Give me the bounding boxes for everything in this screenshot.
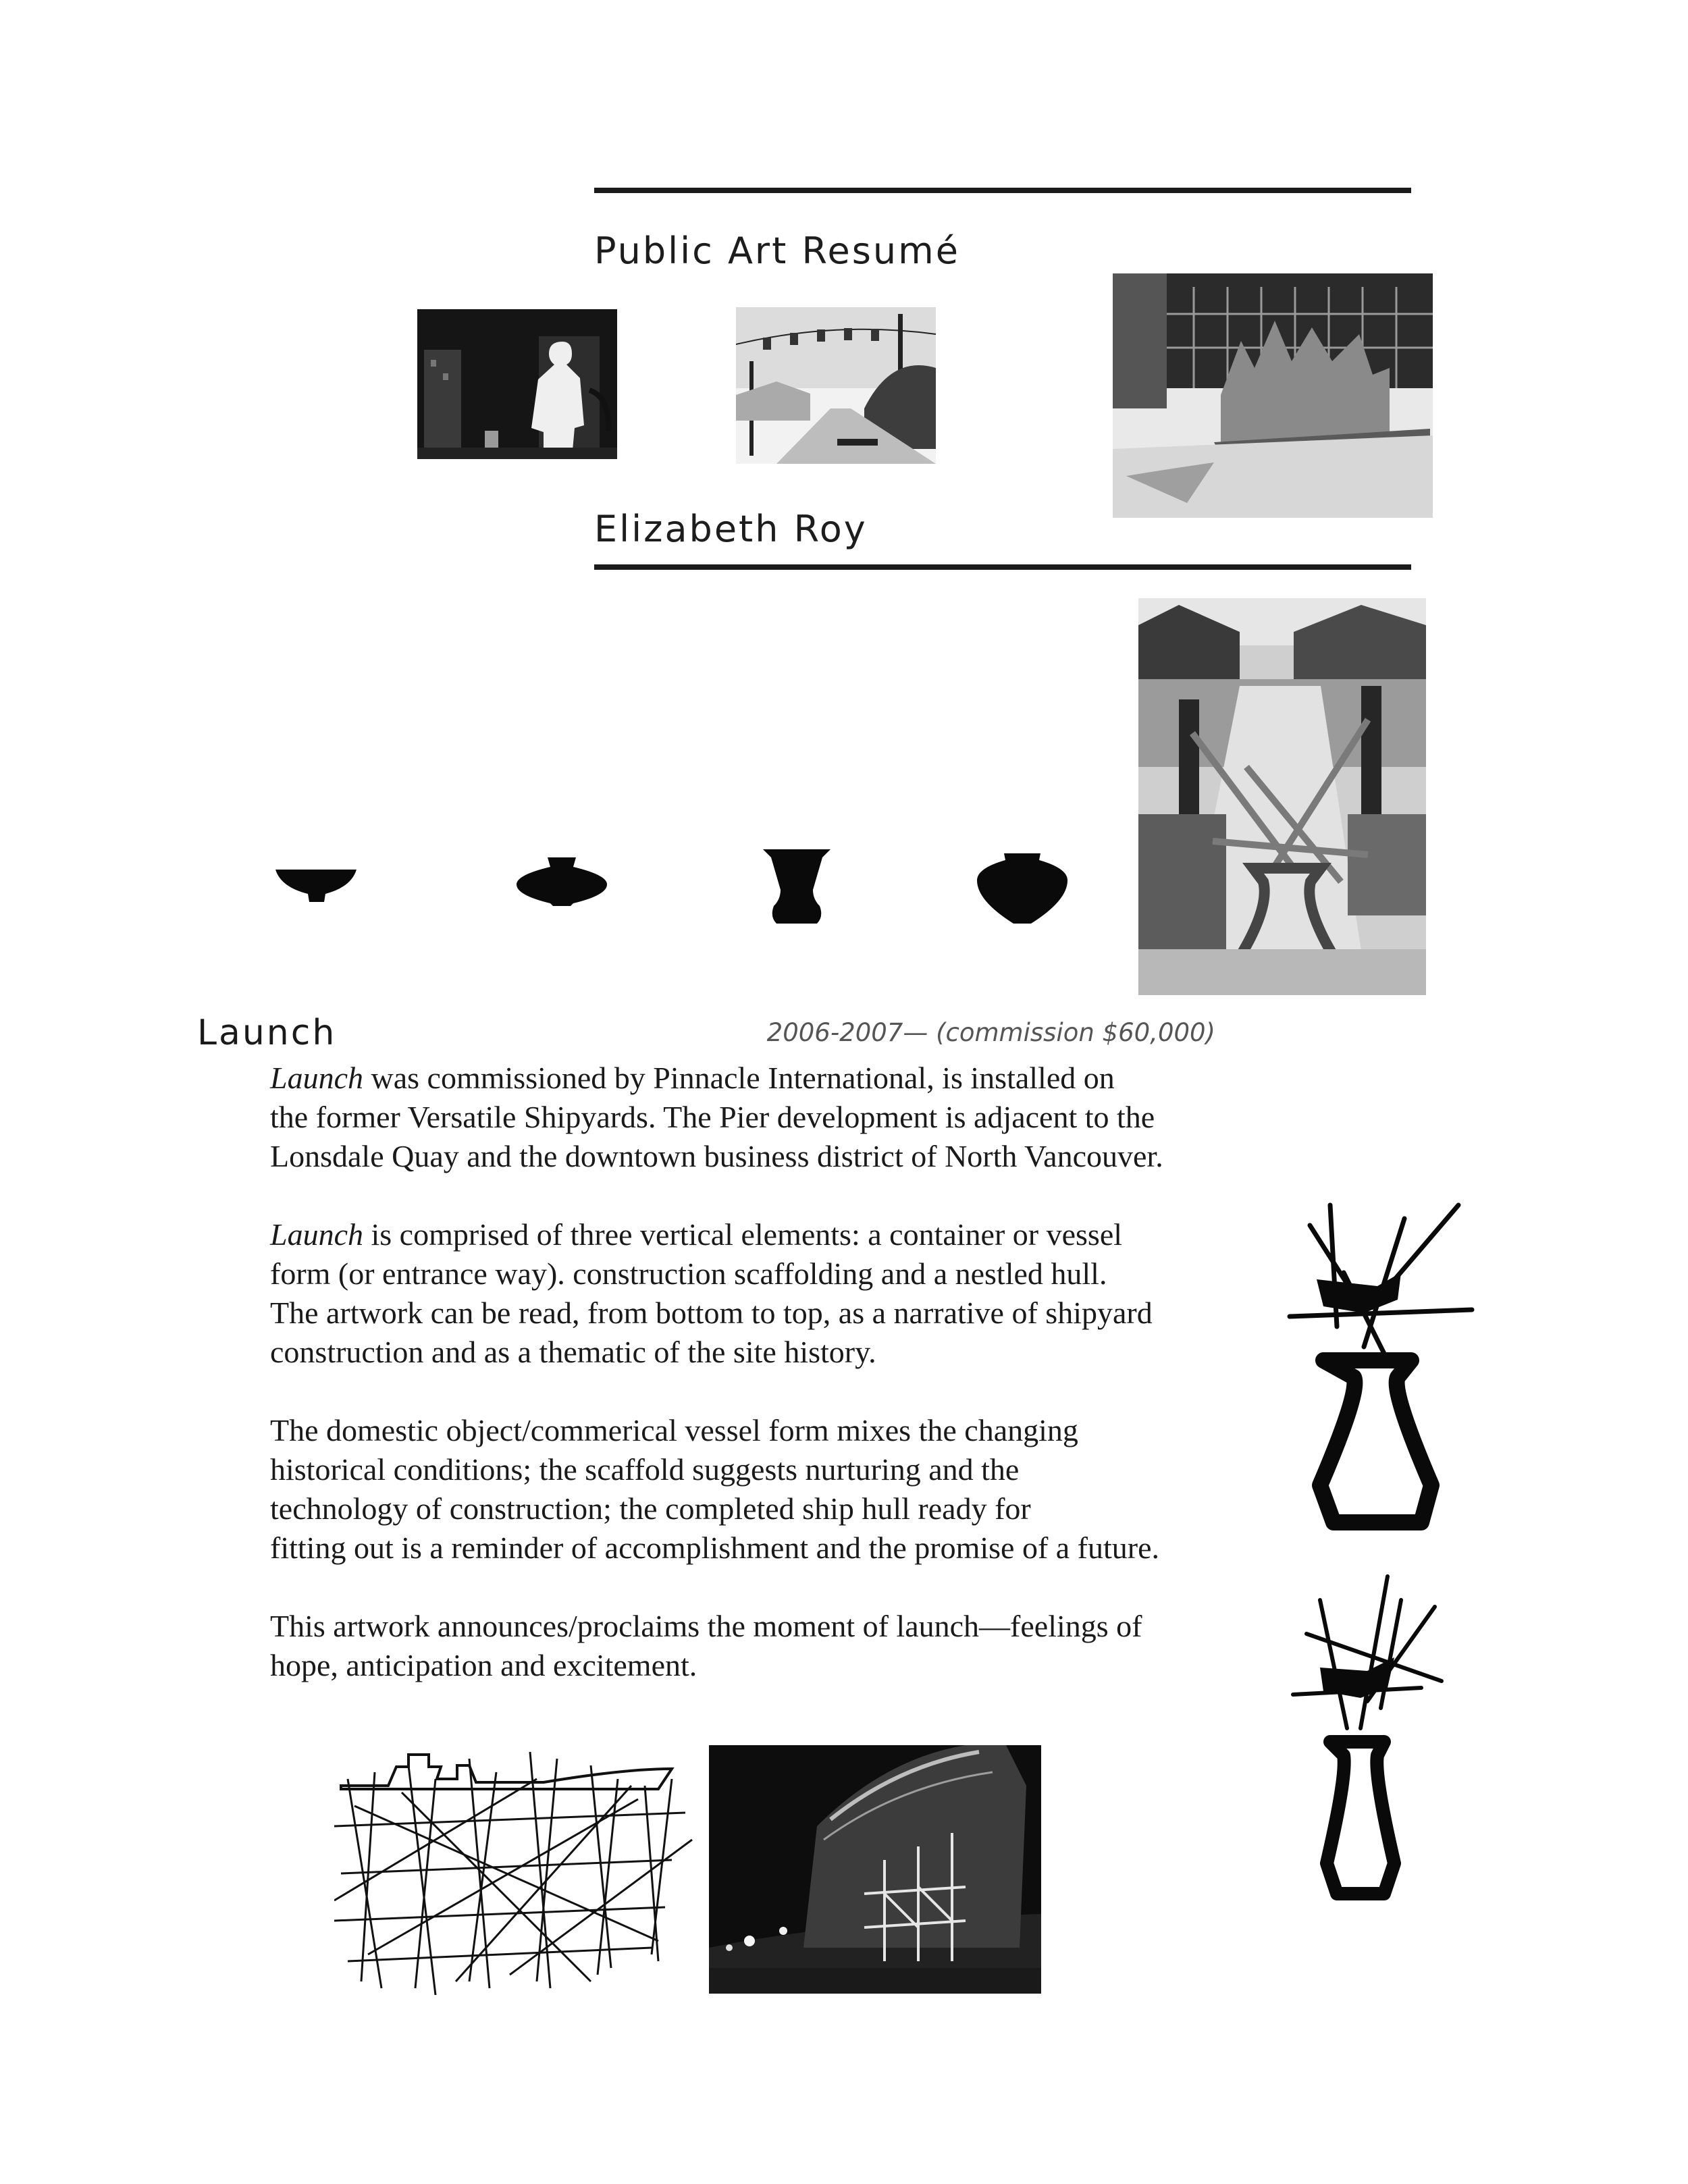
plaza-sculpture-photo <box>1113 273 1433 518</box>
launch-model-silhouette-small <box>1286 1573 1462 1917</box>
project-dates: 2006-2007— (commission $60,000) <box>766 1018 1215 1047</box>
launch-model-silhouette-large <box>1283 1198 1485 1549</box>
paragraph-4-text: This artwork announces/proclaims the moment of launch—feelings of hope, anticipation and excitement. <box>270 1609 1142 1682</box>
paragraph-2-lead: Launch <box>270 1217 363 1252</box>
round-vessel-icon <box>977 853 1067 924</box>
night-figure-sculpture-photo <box>417 309 617 459</box>
paragraph-3 <box>270 1411 1283 1568</box>
paragraph-4 <box>270 1607 1283 1685</box>
ship-construction-night-photo <box>709 1745 1041 1994</box>
bowl-vessel-icon <box>275 867 357 905</box>
paragraph-2 <box>270 1215 1283 1372</box>
project-description <box>270 1059 1283 1724</box>
paragraph-3-text: The domestic object/commerical vessel form mixes the changing historical conditions; the scaffold suggests nurturing and the technology of construction; the completed ship hull ready for fitting out is a reminder of accomplishment and the promise of a future. <box>270 1413 1160 1565</box>
paragraph-2-text: is comprised of three vertical elements: a container or vessel form (or entrance way). construction scaffolding and a nestled hull. The artwork can be read, from bottom to top, as a narrative of shipyard construction and as a thematic of the site history. <box>270 1217 1153 1369</box>
page-title: Public Art Resumé <box>594 230 960 272</box>
street-banners-photo <box>736 307 936 464</box>
paragraph-1-text: was commissioned by Pinnacle International, is installed on the former Versatile Shipyards. The Pier development is adjacent to the Lonsdale Quay and the downtown business district of North Vancouver. <box>270 1061 1163 1173</box>
squat-vessel-icon <box>517 857 607 906</box>
paragraph-1 <box>270 1059 1283 1176</box>
artist-name: Elizabeth Roy <box>594 508 868 550</box>
launch-installation-photo <box>1138 598 1426 995</box>
top-rule <box>594 188 1411 193</box>
paragraph-1-lead: Launch <box>270 1061 363 1095</box>
artist-rule <box>594 564 1411 570</box>
scaffold-sketch-drawing <box>334 1738 702 1995</box>
project-title: Launch <box>197 1013 337 1053</box>
flared-vessel-icon <box>763 849 830 924</box>
